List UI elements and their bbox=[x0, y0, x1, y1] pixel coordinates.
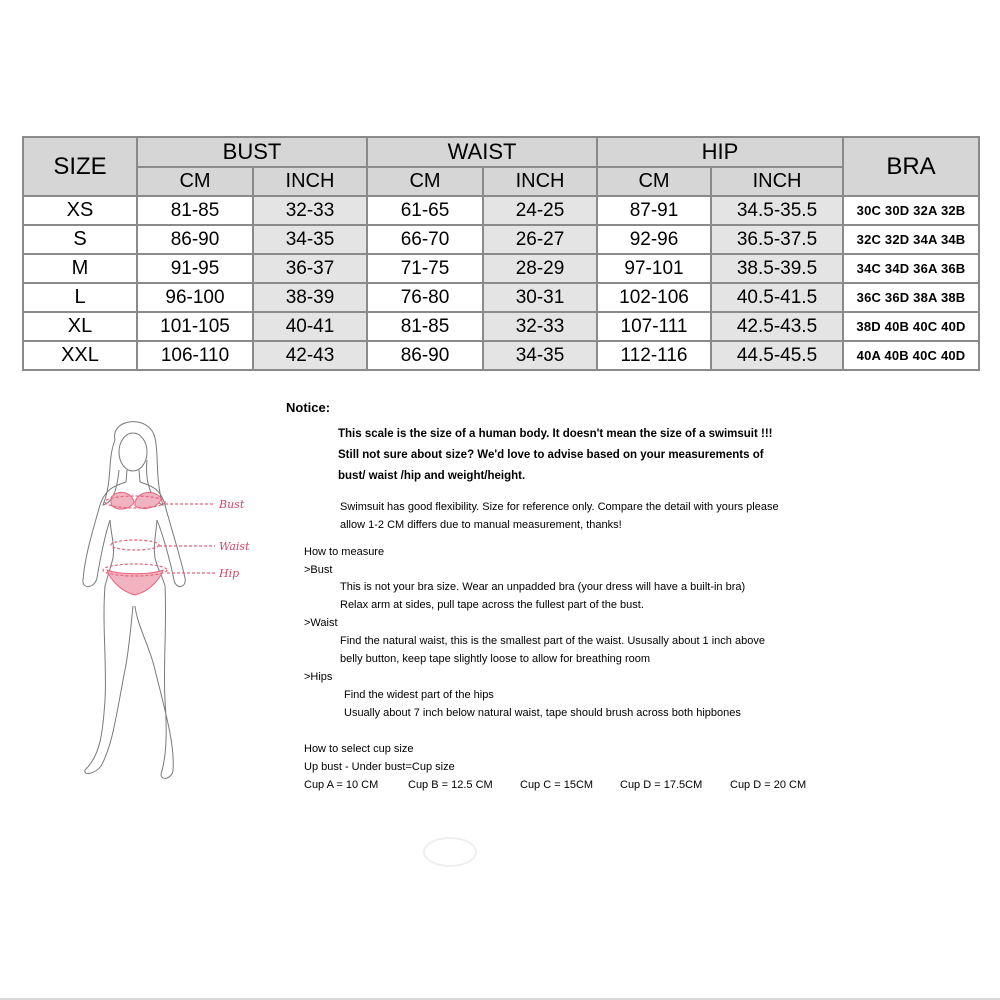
hip-inch-cell: 44.5-45.5 bbox=[711, 341, 843, 370]
bust-cm-cell: 101-105 bbox=[137, 312, 253, 341]
cup-size-item: Cup D = 17.5CM bbox=[620, 779, 703, 791]
size-cell: XS bbox=[23, 196, 137, 225]
waist-cm-cell: 76-80 bbox=[367, 283, 483, 312]
bust-label: Bust bbox=[219, 498, 245, 511]
bra-cell: 34C 34D 36A 36B bbox=[843, 254, 979, 283]
bust-cm-header: CM bbox=[137, 167, 253, 196]
cup-size-item: Cup A = 10 CM bbox=[304, 779, 379, 791]
waist-inch-header: INCH bbox=[483, 167, 597, 196]
bra-header: BRA bbox=[843, 137, 979, 196]
hip-cm-cell: 112-116 bbox=[597, 341, 711, 370]
waist-label: Waist bbox=[219, 540, 250, 553]
waist-cm-cell: 86-90 bbox=[367, 341, 483, 370]
body-measurement-figure bbox=[55, 410, 270, 800]
notice-bold-line: bust/ waist /hip and weight/height. bbox=[338, 470, 526, 482]
bust-cm-cell: 86-90 bbox=[137, 225, 253, 254]
bust-heading: >Bust bbox=[304, 564, 333, 576]
flexibility-note: Swimsuit has good flexibility. Size for reference only. Compare the detail with yours please bbox=[340, 501, 779, 513]
table-row bbox=[23, 341, 979, 370]
bra-cell: 36C 36D 38A 38B bbox=[843, 283, 979, 312]
waist-cm-cell: 61-65 bbox=[367, 196, 483, 225]
flexibility-note: allow 1-2 CM differs due to manual measurement, thanks! bbox=[340, 519, 622, 531]
waist-cm-cell: 81-85 bbox=[367, 312, 483, 341]
hip-inch-cell: 34.5-35.5 bbox=[711, 196, 843, 225]
bust-inch-cell: 32-33 bbox=[253, 196, 367, 225]
bust-cm-cell: 96-100 bbox=[137, 283, 253, 312]
bust-cm-cell: 91-95 bbox=[137, 254, 253, 283]
hip-cm-cell: 102-106 bbox=[597, 283, 711, 312]
hip-cm-cell: 107-111 bbox=[597, 312, 711, 341]
size-cell: XL bbox=[23, 312, 137, 341]
notice-bold-line: This scale is the size of a human body. It doesn't mean the size of a swimsuit !!! bbox=[338, 428, 773, 440]
waist-cm-header: CM bbox=[367, 167, 483, 196]
how-to-measure-heading: How to measure bbox=[304, 546, 385, 558]
size-cell: L bbox=[23, 283, 137, 312]
bra-cell: 40A 40B 40C 40D bbox=[843, 341, 979, 370]
bust-cm-cell: 81-85 bbox=[137, 196, 253, 225]
notice-bold-line: Still not sure about size? We'd love to advise based on your measurements of bbox=[338, 449, 764, 461]
waist-instruction: belly button, keep tape slightly loose to allow for breathing room bbox=[340, 653, 651, 665]
waist-header: WAIST bbox=[367, 137, 597, 167]
size-header: SIZE bbox=[23, 137, 137, 196]
cup-size-item: Cup C = 15CM bbox=[520, 779, 594, 791]
hip-cm-cell: 92-96 bbox=[597, 225, 711, 254]
watermark-logo bbox=[420, 830, 480, 870]
notice-title: Notice: bbox=[286, 400, 331, 415]
hip-header: HIP bbox=[597, 137, 843, 167]
bust-inch-cell: 34-35 bbox=[253, 225, 367, 254]
cup-size-item: Cup D = 20 CM bbox=[730, 779, 807, 791]
hip-inch-cell: 38.5-39.5 bbox=[711, 254, 843, 283]
bust-header: BUST bbox=[137, 137, 367, 167]
table-row bbox=[23, 254, 979, 283]
bust-inch-cell: 42-43 bbox=[253, 341, 367, 370]
size-cell: M bbox=[23, 254, 137, 283]
waist-inch-cell: 34-35 bbox=[483, 341, 597, 370]
bust-inch-cell: 36-37 bbox=[253, 254, 367, 283]
bust-inch-header: INCH bbox=[253, 167, 367, 196]
cup-size-formula: Up bust - Under bust=Cup size bbox=[304, 761, 455, 773]
waist-inch-cell: 28-29 bbox=[483, 254, 597, 283]
hip-cm-cell: 97-101 bbox=[597, 254, 711, 283]
table-row bbox=[23, 312, 979, 341]
size-cell: XXL bbox=[23, 341, 137, 370]
hips-instruction: Find the widest part of the hips bbox=[344, 689, 494, 701]
waist-instruction: Find the natural waist, this is the smallest part of the waist. Ususally about 1 inch above bbox=[340, 635, 765, 647]
hip-inch-cell: 42.5-43.5 bbox=[711, 312, 843, 341]
hip-cm-cell: 87-91 bbox=[597, 196, 711, 225]
waist-inch-cell: 26-27 bbox=[483, 225, 597, 254]
hips-instruction: Usually about 7 inch below natural waist, tape should brush across both hipbones bbox=[344, 707, 741, 719]
bust-inch-cell: 40-41 bbox=[253, 312, 367, 341]
table-row bbox=[23, 225, 979, 254]
bra-cell: 38D 40B 40C 40D bbox=[843, 312, 979, 341]
waist-cm-cell: 71-75 bbox=[367, 254, 483, 283]
hip-inch-cell: 36.5-37.5 bbox=[711, 225, 843, 254]
size-chart-table bbox=[22, 136, 980, 371]
bra-cell: 32C 32D 34A 34B bbox=[843, 225, 979, 254]
bust-cm-cell: 106-110 bbox=[137, 341, 253, 370]
cup-size-heading: How to select cup size bbox=[304, 743, 414, 755]
waist-inch-cell: 30-31 bbox=[483, 283, 597, 312]
bust-inch-cell: 38-39 bbox=[253, 283, 367, 312]
waist-inch-cell: 24-25 bbox=[483, 196, 597, 225]
hip-inch-cell: 40.5-41.5 bbox=[711, 283, 843, 312]
bust-instruction: This is not your bra size. Wear an unpadded bra (your dress will have a built-in bra) bbox=[340, 581, 746, 593]
hip-label: Hip bbox=[219, 567, 240, 580]
bra-cell: 30C 30D 32A 32B bbox=[843, 196, 979, 225]
cup-size-item: Cup B = 12.5 CM bbox=[408, 779, 493, 791]
waist-inch-cell: 32-33 bbox=[483, 312, 597, 341]
bust-instruction: Relax arm at sides, pull tape across the fullest part of the bust. bbox=[340, 599, 644, 611]
waist-heading: >Waist bbox=[304, 617, 338, 629]
hip-cm-header: CM bbox=[597, 167, 711, 196]
table-row bbox=[23, 283, 979, 312]
hip-inch-header: INCH bbox=[711, 167, 843, 196]
table-row bbox=[23, 196, 979, 225]
waist-cm-cell: 66-70 bbox=[367, 225, 483, 254]
size-cell: S bbox=[23, 225, 137, 254]
hips-heading: >Hips bbox=[304, 671, 333, 683]
